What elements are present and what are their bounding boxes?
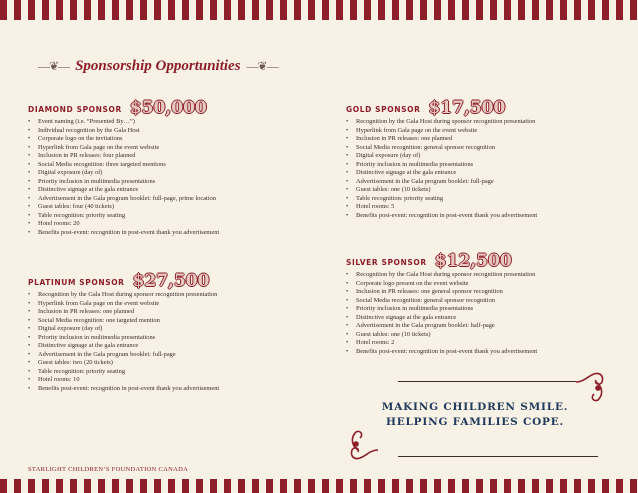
tier-amount: $17,500: [428, 98, 506, 118]
benefit-list: [346, 118, 537, 220]
tier-amount: $27,500: [132, 271, 210, 291]
section-silver: [346, 248, 537, 356]
list-item: • Guest tables: one (10 tickets): [346, 186, 537, 195]
list-item: • Corporate logo on the invitations: [28, 135, 219, 144]
tier-amount: $12,500: [434, 251, 512, 271]
list-item: • Benefits post-event: recognition in post-event thank you advertisement: [346, 348, 537, 357]
footer-org-name: STARLIGHT CHILDREN’S FOUNDATION CANADA: [28, 466, 189, 473]
tagline-line: MAKING CHILDREN SMILE.: [381, 401, 569, 413]
list-item: • Recognition by the Gala Host during sponsor recognition presentation: [346, 118, 537, 127]
corner-ornament-icon: [346, 428, 380, 462]
list-item: • Digital exposure (day of): [346, 152, 537, 161]
benefit-list: [346, 271, 537, 356]
list-item: • Social Media recognition: three targeted mentions: [28, 161, 219, 170]
benefit-list: [28, 118, 219, 237]
list-item: • Hotel rooms: 5: [346, 203, 537, 212]
list-item: • Digital exposure (day of): [28, 169, 219, 178]
top-stripe-border: [0, 0, 638, 20]
section-gold: [346, 95, 537, 220]
list-item: • Social Media recognition: general sponsor recognition: [346, 144, 537, 153]
list-item: • Inclusion in PR releases: four planned: [28, 152, 219, 161]
list-item: • Benefits post-event: recognition in post-event thank you advertisement: [346, 212, 537, 221]
list-item: • Corporate logo present on the event website: [346, 280, 537, 289]
tier-amount: $50,000: [129, 98, 207, 118]
list-item: • Advertisement in the Gala program booklet: half-page: [346, 322, 537, 331]
list-item: • Benefits post-event: recognition in post-event thank you advertisement: [28, 385, 219, 394]
list-item: • Hyperlink from Gala page on the event website: [28, 300, 219, 309]
section-diamond: [28, 95, 219, 237]
list-item: • Priority inclusion in multimedia presentations: [28, 178, 219, 187]
tier-name: GOLD SPONSOR: [346, 105, 421, 114]
right-flourish-icon: ―❦―: [246, 59, 278, 73]
tier-name: SILVER SPONSOR: [346, 258, 427, 267]
list-item: • Advertisement in the Gala program booklet: full-page, prime location: [28, 195, 219, 204]
list-item: • Social Media recognition: general sponsor recognition: [346, 297, 537, 306]
list-item: • Distinctive signage at the gala entrance: [346, 169, 537, 178]
list-item: • Hotel rooms: 10: [28, 376, 219, 385]
list-item: • Guest tables: two (20 tickets): [28, 359, 219, 368]
list-item: • Table recognition: priority seating: [28, 212, 219, 221]
list-item: • Priority inclusion in multimedia presentations: [346, 161, 537, 170]
tier-name: PLATINUM SPONSOR: [28, 278, 125, 287]
list-item: • Social Media recognition: one targeted mention: [28, 317, 219, 326]
left-flourish-icon: ―❦―: [38, 59, 70, 73]
corner-ornament-icon: [574, 370, 608, 404]
page-title: [38, 58, 278, 75]
list-item: • Inclusion in PR releases: one planned: [28, 308, 219, 317]
list-item: • Benefits post-event: recognition in post-event thank you advertisement: [28, 229, 219, 238]
list-item: • Individual recognition by the Gala Host: [28, 127, 219, 136]
list-item: • Hyperlink from Gala page on the event website: [346, 127, 537, 136]
list-item: • Inclusion in PR releases: one general sponsor recognition: [346, 288, 537, 297]
section-platinum: [28, 268, 219, 393]
list-item: • Advertisement in the Gala program booklet: full-page: [346, 178, 537, 187]
page-title-text: Sponsorship Opportunities: [75, 58, 241, 74]
list-item: • Priority inclusion in multimedia presentations: [28, 334, 219, 343]
bottom-stripe-border: [0, 479, 638, 493]
list-item: • Advertisement in the Gala program booklet: full-page: [28, 351, 219, 360]
tier-name: DIAMOND SPONSOR: [28, 105, 122, 114]
list-item: • Table recognition: priority seating: [28, 368, 219, 377]
list-item: • Guest tables: one (10 tickets): [346, 331, 537, 340]
list-item: • Event naming (i.e. “Presented By…”): [28, 118, 219, 127]
top-divider-rule: [398, 381, 576, 382]
list-item: • Hotel rooms: 20: [28, 220, 219, 229]
bottom-divider-rule: [398, 456, 598, 457]
tagline-line: HELPING FAMILIES COPE.: [385, 416, 565, 428]
list-item: • Distinctive signage at the gala entrance: [346, 314, 537, 323]
list-item: • Recognition by the Gala Host during sponsor recognition presentation: [346, 271, 537, 280]
list-item: • Inclusion in PR releases: one planned: [346, 135, 537, 144]
list-item: • Table recognition: priority seating: [346, 195, 537, 204]
tagline: [350, 400, 600, 430]
list-item: • Guest tables: four (40 tickets): [28, 203, 219, 212]
list-item: • Priority inclusion in multimedia presentations: [346, 305, 537, 314]
list-item: • Distinctive signage at the gala entrance: [28, 186, 219, 195]
benefit-list: [28, 291, 219, 393]
list-item: • Distinctive signage at the gala entrance: [28, 342, 219, 351]
list-item: • Hotel rooms: 2: [346, 339, 537, 348]
list-item: • Hyperlink from Gala page on the event website: [28, 144, 219, 153]
list-item: • Recognition by the Gala Host during sponsor recognition presentation: [28, 291, 219, 300]
list-item: • Digital exposure (day of): [28, 325, 219, 334]
